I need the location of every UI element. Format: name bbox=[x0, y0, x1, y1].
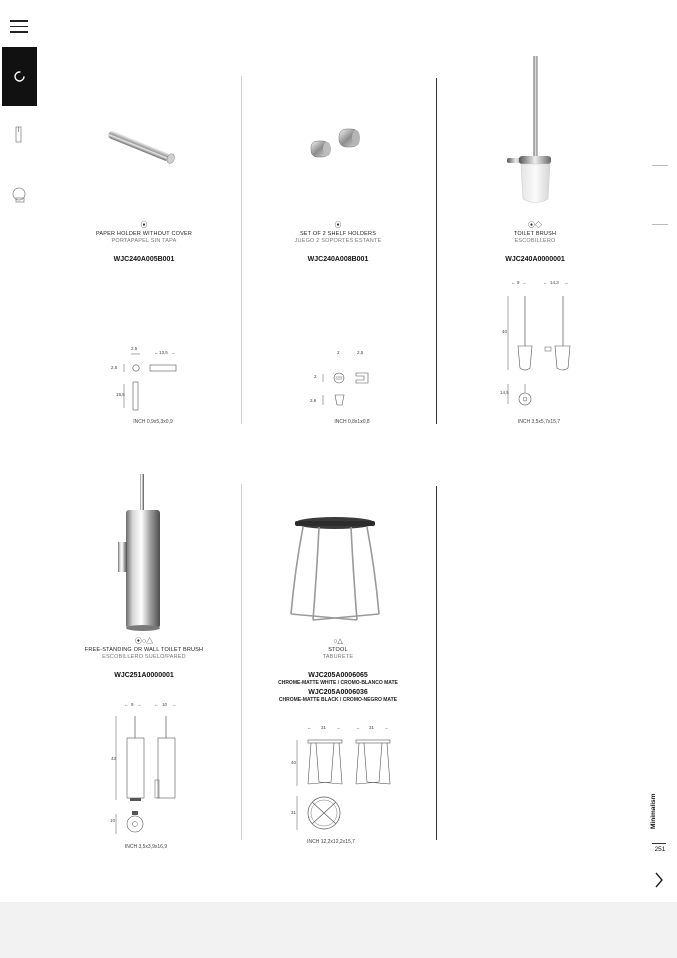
dim-label: 40 bbox=[502, 329, 508, 334]
dim-label: 2 bbox=[314, 374, 317, 379]
dim-label: 10 bbox=[110, 818, 116, 823]
shelf-holders-image bbox=[305, 125, 369, 165]
dim-label: 13,5 bbox=[159, 350, 168, 355]
nav-thumbnail-accessory[interactable] bbox=[4, 170, 34, 222]
product-code: WJC205A0006065 bbox=[308, 672, 368, 679]
dim-label: 9 bbox=[517, 280, 520, 285]
inch-dimensions: INCH 12,2x12,2x15,7 bbox=[307, 839, 355, 845]
inch-dimensions: INCH 3,5x3,9x16,9 bbox=[124, 844, 168, 850]
paper-holder-image bbox=[100, 122, 184, 172]
rail-divider bbox=[652, 224, 668, 225]
navigation-rail bbox=[640, 0, 677, 902]
dim-label: → bbox=[564, 280, 569, 285]
dim-label: ← bbox=[511, 280, 516, 285]
inch-dimensions: INCH 3,5x5,7x15,7 bbox=[517, 419, 561, 425]
product-finish-note: CHROME-MATTE BLACK / CROMO-NEGRO MATE bbox=[278, 697, 398, 703]
technical-drawing bbox=[106, 700, 196, 842]
nav-thumbnail-brush[interactable] bbox=[4, 110, 34, 162]
dim-label: 2,5 bbox=[111, 365, 118, 370]
next-page-button[interactable] bbox=[648, 867, 670, 893]
inch-dimensions: INCH 0,8x1x0,8 bbox=[334, 419, 370, 425]
dim-label: ← bbox=[154, 350, 159, 355]
dim-label: 31 bbox=[321, 725, 327, 730]
product-name-es: PORTAPAPEL SIN TAPA bbox=[111, 238, 177, 244]
page-footer-band bbox=[0, 902, 677, 958]
product-code: WJC240A005B001 bbox=[113, 256, 175, 263]
dim-label: 14,5 bbox=[500, 390, 509, 395]
column-divider bbox=[241, 484, 242, 840]
dim-label: ← bbox=[543, 280, 548, 285]
technical-drawing bbox=[100, 342, 190, 412]
stool-image bbox=[287, 514, 383, 622]
nav-item-current[interactable] bbox=[2, 47, 37, 106]
dim-label: → bbox=[336, 725, 341, 730]
product-finish-note: CHROME-MATTE WHITE / CROMO-BLANCO MATE bbox=[278, 680, 398, 686]
column-divider bbox=[436, 486, 437, 840]
dim-label: 2,5 bbox=[131, 346, 138, 351]
product-toilet-brush bbox=[459, 222, 611, 264]
product-code: WJC240A0000001 bbox=[505, 256, 565, 263]
product-name: STOOL bbox=[328, 647, 348, 653]
dim-label: ← bbox=[124, 702, 129, 707]
hamburger-menu-icon[interactable] bbox=[8, 16, 30, 36]
page-number: 251 bbox=[654, 846, 666, 853]
dim-label: 31 bbox=[291, 810, 297, 815]
feature-symbols: ⦿◇ bbox=[528, 222, 542, 229]
dim-label: 9 bbox=[131, 702, 134, 707]
spinner-icon bbox=[13, 70, 26, 83]
dim-label: → bbox=[137, 702, 142, 707]
dim-label: → bbox=[172, 702, 177, 707]
product-name: SET OF 2 SHELF HOLDERS bbox=[299, 231, 377, 237]
dim-label: 31 bbox=[369, 725, 375, 730]
toilet-brush-image bbox=[505, 54, 565, 209]
accessory-thumb-icon bbox=[10, 186, 28, 204]
product-name: FREE-STANDING OR WALL TOILET BRUSH bbox=[84, 647, 204, 653]
dim-label: → bbox=[171, 350, 176, 355]
dim-label: 2,5 bbox=[357, 350, 364, 355]
section-label[interactable]: Minimalism bbox=[650, 793, 657, 829]
chevron-right-icon bbox=[654, 872, 664, 888]
feature-symbols: ⦿○△ bbox=[134, 638, 154, 645]
dim-label: → bbox=[384, 725, 389, 730]
dim-label: ← bbox=[154, 702, 159, 707]
dim-label: 10 bbox=[162, 702, 168, 707]
dim-label: ← bbox=[356, 725, 361, 730]
column-divider bbox=[241, 76, 242, 424]
dim-label: 14,3 bbox=[550, 280, 559, 285]
product-name-es: JUEGO 2 SOPORTES ESTANTE bbox=[294, 238, 382, 244]
dim-label: 40 bbox=[291, 760, 297, 765]
dim-label: 43 bbox=[111, 756, 117, 761]
product-code: WJC240A008B001 bbox=[307, 256, 369, 263]
product-name: PAPER HOLDER WITHOUT COVER bbox=[95, 231, 193, 237]
dim-label: 2 bbox=[337, 350, 340, 355]
product-stool bbox=[262, 638, 414, 703]
product-code-alt: WJC205A0006036 bbox=[308, 689, 368, 696]
feature-symbols: ⦿ bbox=[140, 222, 148, 229]
product-name: TOILET BRUSH bbox=[513, 231, 557, 237]
product-name-es: TABURETE bbox=[322, 654, 354, 660]
dim-label: 2,6 bbox=[310, 398, 317, 403]
technical-drawing bbox=[286, 722, 396, 840]
product-shelf-holders bbox=[262, 222, 414, 264]
dim-label: ← bbox=[307, 725, 312, 730]
column-divider bbox=[436, 78, 437, 424]
dim-label: 15,5 bbox=[116, 392, 125, 397]
feature-symbols: ⦿ bbox=[334, 222, 342, 229]
feature-symbols: ○△ bbox=[333, 638, 343, 645]
rail-divider bbox=[652, 165, 668, 166]
product-code: WJC251A0000001 bbox=[114, 672, 174, 679]
inch-dimensions: INCH 0,9x5,3x0,9 bbox=[133, 419, 173, 425]
product-name-es: ESCOBILLERO bbox=[514, 238, 556, 244]
product-name-es: ESCOBILLERO SUELO/PARED bbox=[102, 654, 186, 660]
product-freestanding-brush bbox=[58, 638, 230, 680]
freestanding-brush-image bbox=[115, 472, 171, 634]
dim-label: → bbox=[522, 280, 527, 285]
page-number-rule bbox=[652, 843, 666, 844]
toilet-brush-thumb-icon bbox=[14, 126, 24, 144]
technical-drawing bbox=[305, 348, 385, 412]
technical-drawing bbox=[498, 278, 588, 412]
product-paper-holder bbox=[68, 222, 220, 264]
